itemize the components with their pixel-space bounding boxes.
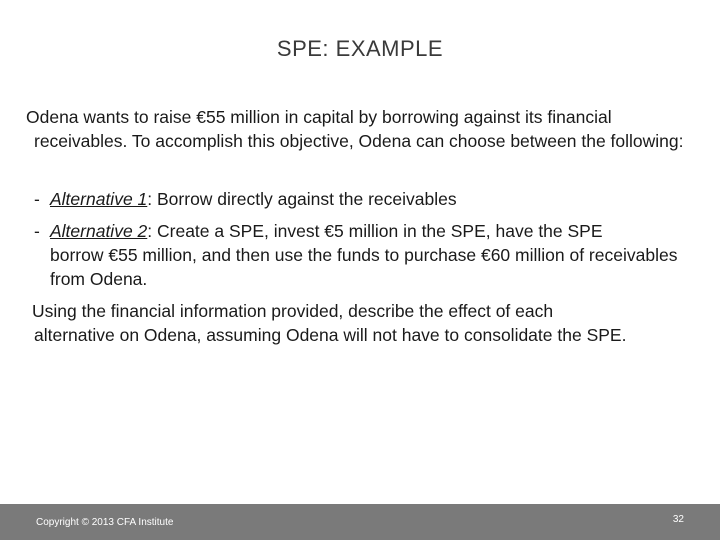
- alternative-2-continuation: borrow €55 million, and then use the funds to purchase €60 million of receivables from Odena.: [50, 245, 678, 289]
- alternative-2-text: : Create a SPE, invest €5 million in the SPE, have the SPE: [147, 221, 603, 241]
- alternative-1-text: : Borrow directly against the receivables: [147, 189, 457, 209]
- question-first-line: Using the financial information provided, describe the effect of each: [32, 301, 554, 321]
- footer-bar: [0, 504, 720, 540]
- slide-title: SPE: EXAMPLE: [276, 36, 444, 61]
- alternative-2-item: [34, 219, 694, 291]
- alternative-1-label: Alternative 1: [50, 189, 148, 209]
- question-continuation: alternative on Odena, assuming Odena will not have to consolidate the SPE.: [34, 325, 627, 345]
- intro-first-line: Odena wants to raise €55 million in capital by borrowing against its financial: [26, 107, 612, 127]
- question-paragraph: [32, 299, 704, 347]
- page-number: 32: [672, 514, 684, 525]
- alternative-1-item: [34, 187, 694, 211]
- intro-continuation: receivables. To accomplish this objective, Odena can choose between the following:: [34, 131, 684, 151]
- intro-paragraph: [26, 105, 698, 153]
- alternative-2-label: Alternative 2: [50, 221, 148, 241]
- bullet-dash: -: [34, 189, 40, 209]
- copyright-text: Copyright © 2013 CFA Institute: [36, 517, 174, 528]
- bullet-dash: -: [34, 221, 40, 241]
